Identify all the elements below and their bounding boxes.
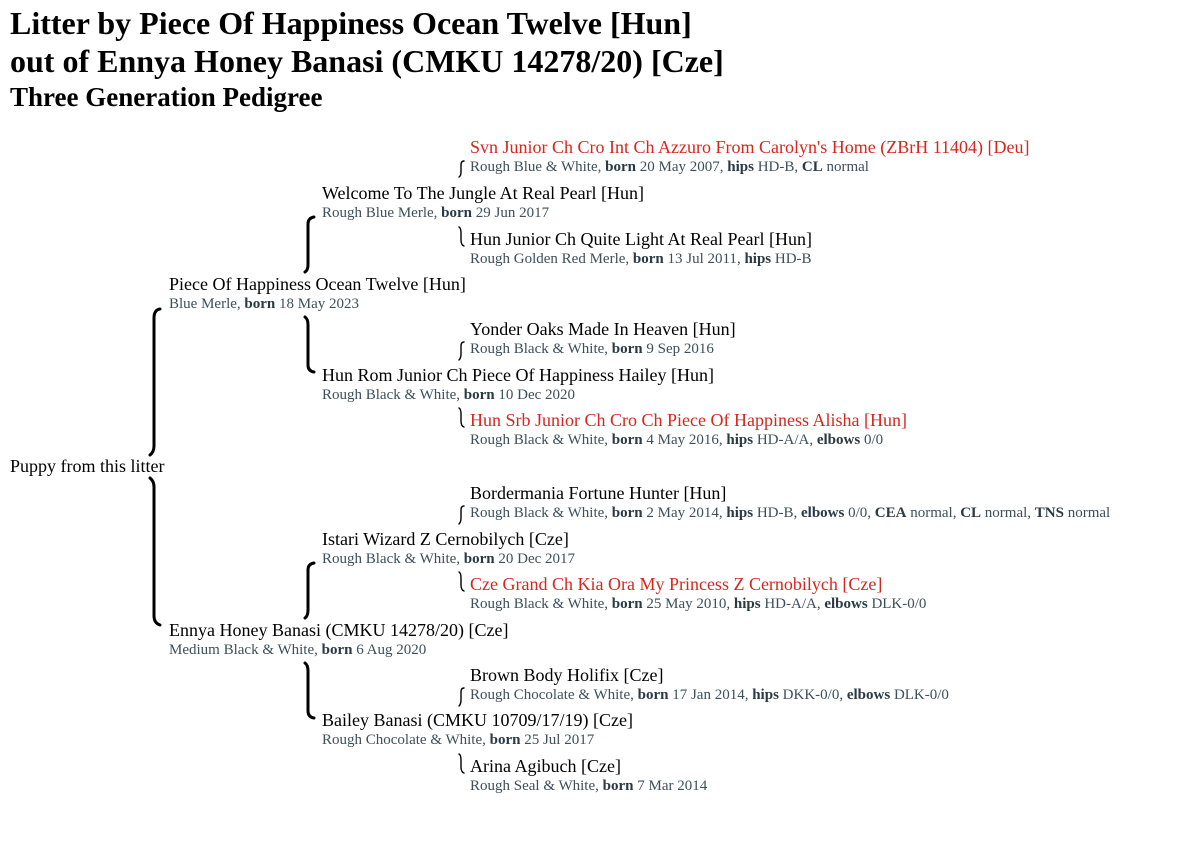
sss-entry [470, 137, 1030, 177]
bracket-ds [305, 563, 314, 618]
bracket-dss [459, 506, 464, 524]
sire-dam-name: Hun Rom Junior Ch Piece Of Happiness Hailey [Hun] [322, 365, 714, 385]
bracket-ss [305, 217, 314, 272]
dds-name: Brown Body Holifix [Cze] [470, 665, 664, 685]
dam-sire-info: Rough Black & White, born 20 Dec 2017 [322, 551, 576, 567]
sss-name: Svn Junior Ch Cro Int Ch Azzuro From Carolyn's Home (ZBrH 11404) [Deu] [470, 137, 1030, 157]
sdd-name: Hun Srb Junior Ch Cro Ch Piece Of Happiness Alisha [Hun] [470, 410, 907, 430]
sire-sire-entry [322, 183, 644, 223]
ddd-entry [470, 756, 707, 796]
dam-dam-entry [322, 710, 633, 750]
sdd-info: Rough Black & White, born 4 May 2016, hips HD-A/A, elbows 0/0 [470, 432, 884, 448]
ddd-info: Rough Seal & White, born 7 Mar 2014 [470, 778, 708, 794]
bracket-dds [459, 688, 464, 706]
bracket-dd [305, 663, 314, 718]
page-subtitle: Three Generation Pedigree [10, 82, 323, 112]
ssd-info: Rough Golden Red Merle, born 13 Jul 2011, hips HD-B [470, 251, 812, 267]
dam-info: Medium Black & White, born 6 Aug 2020 [169, 642, 427, 658]
dam-dam-info: Rough Chocolate & White, born 25 Jul 2017 [322, 732, 595, 748]
ssd-name: Hun Junior Ch Quite Light At Real Pearl [Hun] [470, 229, 812, 249]
sire-dam-info: Rough Black & White, born 10 Dec 2020 [322, 387, 576, 403]
dss-entry [470, 483, 1110, 523]
dam-sire-name: Istari Wizard Z Cernobilych [Cze] [322, 529, 569, 549]
sds-entry [470, 319, 736, 359]
bracket-sds [459, 342, 464, 360]
dsd-name: Cze Grand Ch Kia Ora My Princess Z Cernobilych [Cze] [470, 574, 883, 594]
sds-name: Yonder Oaks Made In Heaven [Hun] [470, 319, 736, 339]
sds-info: Rough Black & White, born 9 Sep 2016 [470, 341, 714, 357]
bracket-ssd [459, 227, 464, 246]
sire-name: Piece Of Happiness Ocean Twelve [Hun] [169, 274, 466, 294]
bracket-sss [459, 161, 464, 177]
sire-entry [169, 274, 466, 314]
dds-entry [470, 665, 949, 705]
ddd-name: Arina Agibuch [Cze] [470, 756, 621, 776]
bracket-ddd [459, 754, 464, 773]
dsd-info: Rough Black & White, born 25 May 2010, hips HD-A/A, elbows DLK-0/0 [470, 596, 927, 612]
ssd-entry [470, 229, 812, 269]
dss-info: Rough Black & White, born 2 May 2014, hips HD-B, elbows 0/0, CEA normal, CL normal, TNS normal [470, 505, 1111, 521]
dsd-entry [470, 574, 926, 614]
bracket-sd [305, 317, 314, 372]
dam-dam-name: Bailey Banasi (CMKU 10709/17/19) [Cze] [322, 710, 633, 730]
title-line-2: out of Ennya Honey Banasi (CMKU 14278/20) [Cze] [10, 43, 724, 79]
sire-dam-entry [322, 365, 714, 405]
sire-sire-name: Welcome To The Jungle At Real Pearl [Hun] [322, 183, 645, 203]
bracket-sire [150, 309, 160, 455]
puppy-label: Puppy from this litter [10, 456, 165, 476]
dam-name: Ennya Honey Banasi (CMKU 14278/20) [Cze] [169, 620, 509, 640]
dam-entry [169, 620, 508, 660]
bracket-dam [150, 478, 160, 625]
title-line-1: Litter by Piece Of Happiness Ocean Twelve [Hun] [10, 5, 692, 41]
bracket-sdd [459, 408, 464, 427]
bracket-dsd [459, 572, 464, 591]
dam-sire-entry [322, 529, 575, 569]
sire-sire-info: Rough Blue Merle, born 29 Jun 2017 [322, 205, 550, 221]
dds-info: Rough Chocolate & White, born 17 Jan 2014, hips DKK-0/0, elbows DLK-0/0 [470, 687, 949, 703]
sss-info: Rough Blue & White, born 20 May 2007, hips HD-B, CL normal [470, 159, 869, 175]
sire-info: Blue Merle, born 18 May 2023 [169, 296, 359, 312]
dss-name: Bordermania Fortune Hunter [Hun] [470, 483, 727, 503]
sdd-entry [470, 410, 907, 450]
